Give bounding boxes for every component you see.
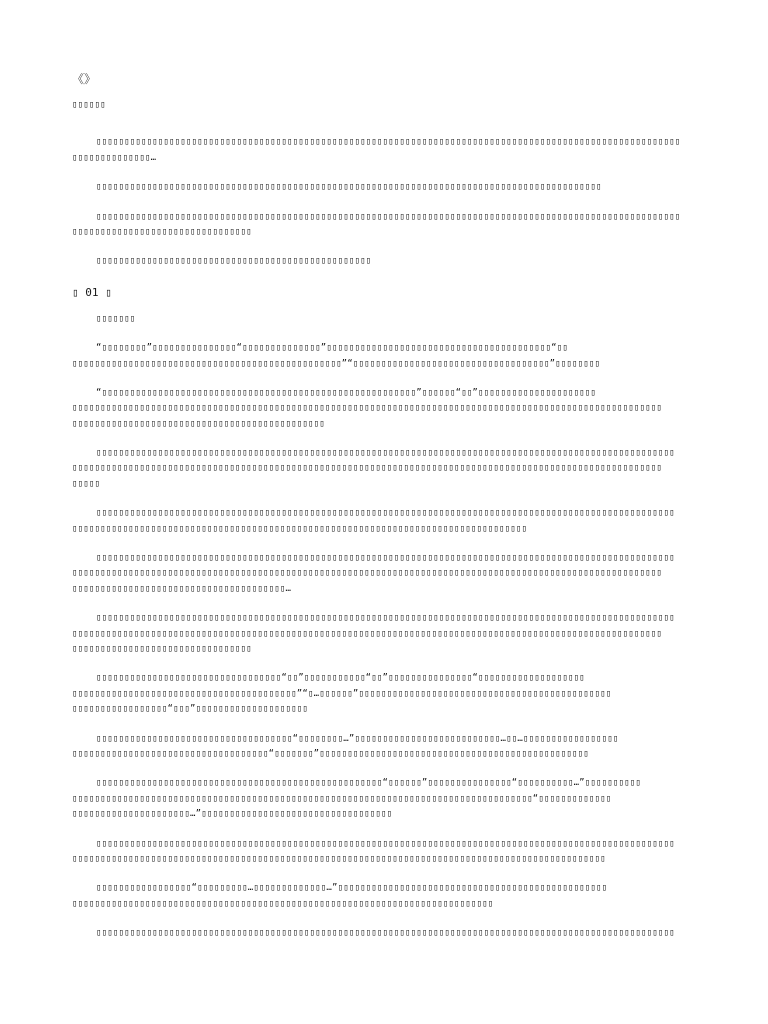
paragraph-line: ▯▯▯▯▯▯▯▯▯▯▯▯▯▯▯▯▯▯▯▯▯▯▯▯▯▯▯▯▯▯▯▯▯▯▯▯▯▯▯▯▯▯▯▯▯▯▯▯▯▯▯▯▯▯▯▯▯▯▯▯▯▯▯▯▯▯▯▯▯▯▯▯▯▯▯▯▯▯▯▯▯▯▯▯▯▯▯▯▯▯	[96, 182, 602, 193]
paragraph-line: ▯▯▯▯▯▯▯▯▯▯▯▯▯▯▯▯▯▯▯▯▯▯▯▯▯▯▯▯▯▯▯▯▯▯▯▯▯▯▯▯▯▯▯▯▯▯▯▯▯▯▯▯▯▯▯▯▯▯▯▯▯▯▯▯▯▯▯▯▯▯▯▯▯▯▯▯▯▯▯▯▯▯▯▯▯▯▯▯▯▯▯▯▯▯▯▯▯▯▯▯▯▯▯▯▯	[72, 628, 662, 639]
paragraph-line: ▯▯▯▯▯	[72, 478, 101, 489]
paragraph	[72, 881, 696, 912]
paragraph-line: ▯▯▯▯▯▯▯▯▯▯▯▯▯▯…	[72, 152, 157, 163]
paragraph	[72, 135, 696, 166]
paragraph-line: ▯▯▯▯▯▯▯▯▯▯▯▯▯▯▯▯▯▯▯▯▯▯▯▯▯▯▯▯▯▯▯▯▯▯▯▯▯▯▯▯”“▯…▯▯▯▯▯▯”▯▯▯▯▯▯▯▯▯▯▯▯▯▯▯▯▯▯▯▯▯▯▯▯▯▯▯▯▯▯▯▯▯▯▯▯▯▯▯▯▯▯▯▯▯	[72, 688, 612, 699]
paragraph	[72, 732, 696, 763]
paragraph	[72, 551, 696, 597]
document-title: ▯▯▯▯▯▯	[72, 100, 106, 110]
paragraph	[72, 341, 696, 372]
paragraph-line: ▯▯▯▯▯▯▯▯▯▯▯▯▯▯▯▯▯▯▯▯▯▯▯▯▯▯▯▯▯▯▯▯▯▯▯“▯▯▯▯▯▯▯”▯▯▯▯▯▯▯▯▯▯▯▯▯▯▯▯▯▯▯▯▯▯▯▯▯▯▯▯▯▯▯▯▯▯▯▯▯▯▯▯▯▯▯▯▯▯▯▯	[72, 748, 589, 759]
paragraph	[72, 386, 696, 432]
paragraph-line: ▯▯▯▯▯▯▯▯▯▯▯▯▯▯▯▯▯▯▯▯▯▯▯▯▯▯▯▯▯▯▯▯▯▯▯▯▯▯▯▯▯▯▯▯▯▯▯▯▯▯▯▯▯▯▯▯▯▯▯▯▯▯▯▯▯▯▯▯▯▯▯▯▯▯▯▯▯▯▯▯▯▯▯▯▯▯▯▯▯▯▯▯▯▯▯▯▯▯▯▯▯▯▯	[96, 508, 675, 519]
paragraph	[72, 926, 696, 941]
paragraph-line: ▯▯▯▯▯▯▯▯▯▯▯▯▯▯▯▯▯▯▯▯▯▯▯▯▯▯▯▯▯▯▯▯▯▯▯“▯▯▯▯▯▯▯▯…”▯▯▯▯▯▯▯▯▯▯▯▯▯▯▯▯▯▯▯▯▯▯▯▯▯▯…▯▯…▯▯▯▯▯▯▯▯▯▯▯▯▯▯▯▯▯	[96, 733, 619, 744]
paragraph-line: ▯▯▯▯▯▯▯▯▯▯▯▯▯▯▯▯▯▯▯▯▯▯▯▯▯▯▯▯▯▯▯▯▯▯▯▯▯▯▯▯▯▯▯▯▯▯▯▯▯▯▯▯▯▯▯▯▯▯▯▯▯▯▯▯▯▯▯▯▯▯▯▯▯▯▯▯▯▯▯▯▯▯“▯▯▯▯▯▯▯▯▯▯▯▯▯	[72, 793, 612, 804]
paragraph-line: ▯▯▯▯▯▯▯▯▯▯▯▯▯▯▯▯▯▯▯▯▯▯▯▯▯▯▯▯▯▯▯▯▯▯▯▯▯▯▯▯▯▯▯▯▯▯▯▯▯▯▯▯▯▯▯▯▯▯▯▯▯▯▯▯▯▯▯▯▯▯▯▯▯▯▯▯▯▯▯▯▯▯▯▯▯▯▯▯▯▯▯▯▯▯▯▯▯▯▯▯▯▯▯	[96, 613, 675, 624]
paragraph-line: ▯▯▯▯▯▯▯▯▯▯▯▯▯▯▯▯▯▯▯▯▯▯▯▯▯▯▯▯▯▯▯▯▯▯▯▯▯▯▯▯▯▯▯▯▯▯▯▯▯▯▯▯▯▯▯▯▯▯▯▯▯▯▯▯▯▯▯▯▯▯▯▯▯▯▯▯▯▯▯▯▯▯▯▯▯▯▯▯▯▯▯▯▯▯▯▯▯▯▯▯▯▯▯▯	[96, 211, 681, 222]
paragraph-line: ▯▯▯▯▯▯▯▯▯▯▯▯▯▯▯▯▯▯▯▯▯▯▯▯▯▯▯▯▯▯▯▯▯▯▯▯▯▯▯▯▯▯▯▯▯	[72, 418, 325, 429]
book-title-marks: 《》	[72, 72, 97, 86]
paragraph-line: ▯▯▯▯▯▯▯▯▯▯▯▯▯▯▯▯▯▯▯▯▯▯▯▯▯▯▯▯▯▯▯▯▯▯▯▯▯▯▯▯▯▯▯▯▯▯▯▯▯▯▯▯▯▯▯▯▯▯▯▯▯▯▯▯▯▯▯▯▯▯▯▯▯▯▯▯▯▯▯▯▯▯▯▯▯▯▯▯▯▯▯▯▯▯▯▯▯▯▯▯▯▯▯▯▯	[72, 463, 662, 474]
paragraph-line: ▯▯▯▯▯▯▯▯▯▯▯▯▯▯▯▯▯“▯▯▯▯▯▯▯▯▯…▯▯▯▯▯▯▯▯▯▯▯▯▯…”▯▯▯▯▯▯▯▯▯▯▯▯▯▯▯▯▯▯▯▯▯▯▯▯▯▯▯▯▯▯▯▯▯▯▯▯▯▯▯▯▯▯▯▯▯▯▯▯	[96, 883, 608, 894]
paragraph-line: ▯▯▯▯▯▯▯▯▯▯▯▯▯▯▯▯▯“▯▯▯”▯▯▯▯▯▯▯▯▯▯▯▯▯▯▯▯▯▯▯▯	[72, 704, 308, 715]
paragraph-line: ▯▯▯▯▯▯▯▯▯▯▯▯▯▯▯▯▯▯▯▯▯▯▯▯▯▯▯▯▯▯▯▯▯▯▯▯▯▯▯▯▯▯▯▯▯▯▯▯▯▯▯▯▯▯▯▯▯▯▯▯▯▯▯▯▯▯▯▯▯▯▯▯▯▯▯	[72, 898, 494, 909]
paragraph	[72, 254, 696, 269]
paragraph-line: “▯▯▯▯▯▯▯▯▯▯▯▯▯▯▯▯▯▯▯▯▯▯▯▯▯▯▯▯▯▯▯▯▯▯▯▯▯▯▯▯▯▯▯▯▯▯▯▯▯▯▯▯▯▯▯▯”▯▯▯▯▯▯“▯▯”▯▯▯▯▯▯▯▯▯▯▯▯▯▯▯▯▯▯▯▯▯	[96, 387, 597, 398]
paragraph-line: ▯▯▯▯▯▯▯▯▯▯▯▯▯▯▯▯▯▯▯▯▯▯▯▯▯▯▯▯▯▯▯▯▯▯▯▯▯▯▯▯▯▯▯▯▯▯▯▯▯▯▯“▯▯▯▯▯▯”▯▯▯▯▯▯▯▯▯▯▯▯▯▯▯“▯▯▯▯▯▯▯▯▯▯…”▯▯▯▯▯▯▯▯▯▯	[96, 778, 641, 789]
paragraph-line: ▯▯▯▯▯▯▯▯▯▯▯▯▯▯▯▯▯▯▯▯▯▯▯▯▯▯▯▯▯▯▯▯▯▯▯▯▯▯▯▯▯▯▯▯▯▯▯▯▯▯▯▯▯▯▯▯▯▯▯▯▯▯▯▯▯▯▯▯▯▯▯▯▯▯▯▯▯▯▯▯▯▯▯▯▯▯▯▯▯▯▯▯▯▯▯▯▯▯▯▯▯▯▯	[96, 838, 675, 849]
paragraph-line: ▯▯▯▯▯▯▯▯▯▯▯▯▯▯▯▯▯▯▯▯▯▯▯▯▯▯▯▯▯▯▯▯▯▯▯▯▯▯▯▯▯▯▯▯▯▯▯▯▯▯▯▯▯▯▯▯▯▯▯▯▯▯▯▯▯▯▯▯▯▯▯▯▯▯▯▯▯▯▯▯▯▯▯▯▯▯▯▯▯▯▯▯▯▯▯▯▯▯▯▯▯▯▯▯	[96, 137, 681, 148]
paragraph-line: ▯▯▯▯▯▯▯▯▯▯▯▯▯▯▯▯▯▯▯▯▯▯▯▯▯▯▯▯▯▯▯▯▯“▯▯”▯▯▯▯▯▯▯▯▯▯▯“▯▯”▯▯▯▯▯▯▯▯▯▯▯▯▯▯▯“▯▯▯▯▯▯▯▯▯▯▯▯▯▯▯▯▯▯▯	[96, 673, 585, 684]
paragraph	[72, 611, 696, 657]
document-page	[72, 70, 696, 955]
intro-section	[72, 135, 696, 269]
paragraph-line: ▯▯▯▯▯▯▯▯▯▯▯▯▯▯▯▯▯▯▯▯▯▯▯▯▯▯▯▯▯▯▯▯▯▯▯▯▯▯▯▯▯▯▯▯▯▯▯▯▯	[96, 256, 372, 267]
section-subtitle	[72, 312, 696, 327]
paragraph-line: ▯▯▯▯▯▯▯▯▯▯▯▯▯▯▯▯▯▯▯▯▯▯▯▯▯▯▯▯▯▯▯▯▯▯▯▯▯▯▯▯▯▯▯▯▯▯▯▯▯▯▯▯▯▯▯▯▯▯▯▯▯▯▯▯▯▯▯▯▯▯▯▯▯▯▯▯▯▯▯▯▯▯▯▯▯▯▯▯▯▯▯▯▯▯▯▯▯▯▯▯▯▯▯▯▯	[72, 568, 662, 579]
paragraph-line: ▯▯▯▯▯▯▯▯▯▯▯▯▯▯▯▯▯▯▯▯▯▯▯▯▯▯▯▯▯▯▯▯▯▯▯▯▯▯▯▯▯▯▯▯▯▯▯▯”“▯▯▯▯▯▯▯▯▯▯▯▯▯▯▯▯▯▯▯▯▯▯▯▯▯▯▯▯▯▯▯▯▯▯▯”▯▯▯▯▯▯▯▯	[72, 358, 601, 369]
paragraph-line: ▯▯▯▯▯▯▯▯▯▯▯▯▯▯▯▯▯▯▯▯▯▯▯▯▯▯▯▯▯▯▯▯▯▯▯▯▯▯▯▯▯▯▯▯▯▯▯▯▯▯▯▯▯▯▯▯▯▯▯▯▯▯▯▯▯▯▯▯▯▯▯▯▯▯▯▯▯▯▯▯▯▯▯▯▯▯▯▯▯▯▯▯▯▯▯▯▯▯▯▯▯▯▯	[96, 553, 675, 564]
section-body	[72, 341, 696, 941]
paragraph-line: ▯▯▯▯▯▯▯▯▯▯▯▯▯▯▯▯▯▯▯▯▯▯▯▯▯▯▯▯▯▯▯▯▯▯▯▯▯▯▯▯▯▯▯▯▯▯▯▯▯▯▯▯▯▯▯▯▯▯▯▯▯▯▯▯▯▯▯▯▯▯▯▯▯▯▯▯▯▯▯▯▯▯▯▯▯▯▯▯▯▯▯▯▯▯▯▯▯▯▯▯▯▯▯▯▯	[72, 403, 662, 414]
paragraph-line: ▯▯▯▯▯▯▯▯▯▯▯▯▯▯▯▯▯▯▯▯▯▯▯▯▯▯▯▯▯▯▯▯▯▯▯▯▯▯…	[72, 583, 292, 594]
paragraph-line: ▯▯▯▯▯▯▯▯▯▯▯▯▯▯▯▯▯▯▯▯▯▯▯▯▯▯▯▯▯▯▯▯▯▯▯▯▯▯▯▯▯▯▯▯▯▯▯▯▯▯▯▯▯▯▯▯▯▯▯▯▯▯▯▯▯▯▯▯▯▯▯▯▯▯▯▯▯▯▯▯▯▯▯▯▯▯▯▯▯▯▯▯▯▯▯▯▯▯▯▯▯▯▯	[96, 928, 675, 939]
paragraph-line: ▯▯▯▯▯▯▯▯▯▯▯▯▯▯▯▯▯▯▯▯▯▯▯▯▯▯▯▯▯▯▯▯	[72, 226, 252, 237]
paragraph	[72, 776, 696, 822]
paragraph	[72, 506, 696, 537]
paragraph-line: ▯▯▯▯▯▯▯▯▯▯▯▯▯▯▯▯▯▯▯▯▯▯▯▯▯▯▯▯▯▯▯▯	[72, 643, 252, 654]
paragraph	[72, 210, 696, 241]
paragraph	[72, 837, 696, 868]
paragraph	[72, 180, 696, 195]
paragraph	[72, 671, 696, 717]
subtitle-line: ▯▯▯▯▯▯▯	[96, 313, 136, 324]
paragraph-line: ▯▯▯▯▯▯▯▯▯▯▯▯▯▯▯▯▯▯▯▯▯▯▯▯▯▯▯▯▯▯▯▯▯▯▯▯▯▯▯▯▯▯▯▯▯▯▯▯▯▯▯▯▯▯▯▯▯▯▯▯▯▯▯▯▯▯▯▯▯▯▯▯▯▯▯▯▯▯▯▯▯▯▯▯▯▯▯▯▯▯▯▯▯▯▯▯▯▯▯▯▯▯▯	[96, 448, 675, 459]
paragraph-line: ▯▯▯▯▯▯▯▯▯▯▯▯▯▯▯▯▯▯▯▯▯▯▯▯▯▯▯▯▯▯▯▯▯▯▯▯▯▯▯▯▯▯▯▯▯▯▯▯▯▯▯▯▯▯▯▯▯▯▯▯▯▯▯▯▯▯▯▯▯▯▯▯▯▯▯▯▯▯▯▯▯	[72, 523, 528, 534]
section-heading: ▯ 01 ▯	[72, 285, 112, 299]
paragraph	[72, 446, 696, 492]
paragraph-line: ▯▯▯▯▯▯▯▯▯▯▯▯▯▯▯▯▯▯▯▯▯▯▯▯▯▯▯▯▯▯▯▯▯▯▯▯▯▯▯▯▯▯▯▯▯▯▯▯▯▯▯▯▯▯▯▯▯▯▯▯▯▯▯▯▯▯▯▯▯▯▯▯▯▯▯▯▯▯▯▯▯▯▯▯▯▯▯▯▯▯▯▯▯▯▯	[72, 853, 606, 864]
paragraph-line: ▯▯▯▯▯▯▯▯▯▯▯▯▯▯▯▯▯▯▯▯▯…”▯▯▯▯▯▯▯▯▯▯▯▯▯▯▯▯▯▯▯▯▯▯▯▯▯▯▯▯▯▯▯▯▯▯	[72, 809, 393, 820]
paragraph-line: “▯▯▯▯▯▯▯▯”▯▯▯▯▯▯▯▯▯▯▯▯▯▯▯“▯▯▯▯▯▯▯▯▯▯▯▯▯▯”▯▯▯▯▯▯▯▯▯▯▯▯▯▯▯▯▯▯▯▯▯▯▯▯▯▯▯▯▯▯▯▯▯▯▯▯▯▯▯▯“▯▯	[96, 343, 568, 354]
